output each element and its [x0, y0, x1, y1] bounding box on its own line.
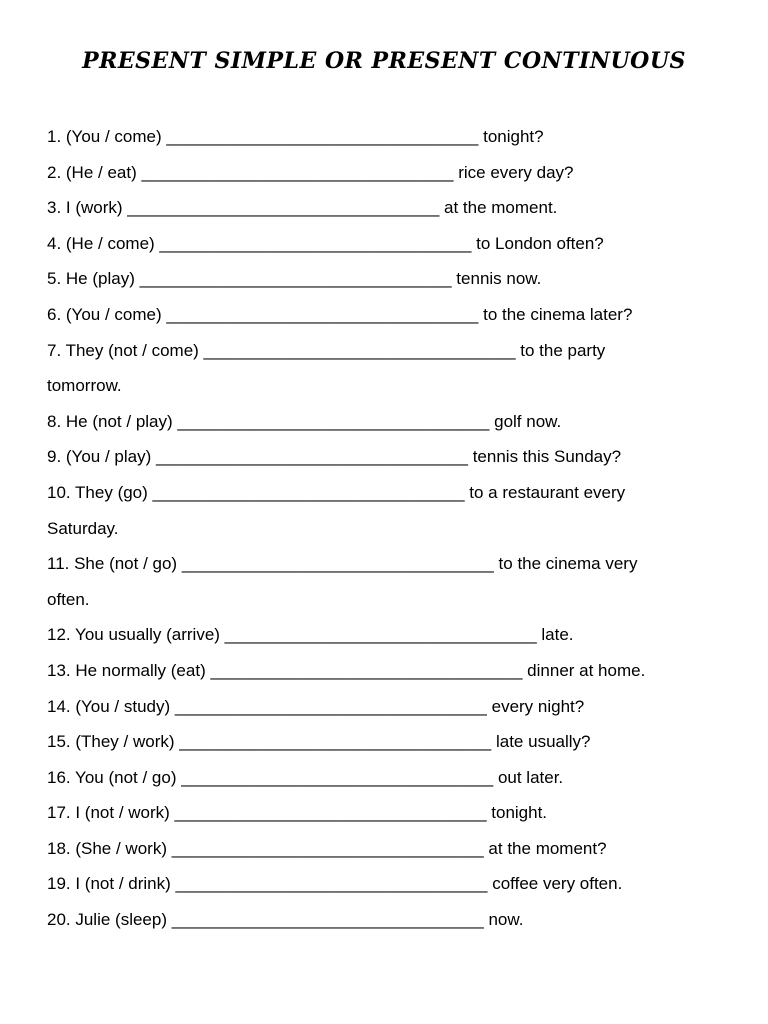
- exercise-line-18: 18. (She / work) _________________________________ at the moment?: [47, 838, 607, 858]
- exercise-line-12: 12. You usually (arrive) _________________________________ late.: [47, 625, 574, 645]
- exercise-line-9: 9. (You / play) _________________________________ tennis this Sunday?: [47, 447, 622, 467]
- exercise-line-13: 13. He normally (eat) _________________________________ dinner at home.: [47, 660, 646, 680]
- exercise-line-19: 19. I (not / drink) _________________________________ coffee very often.: [47, 874, 623, 894]
- exercise-list: [47, 119, 737, 938]
- exercise-line-20: 20. Julie (sleep) _________________________________ now.: [47, 910, 524, 930]
- exercise-line-16: 16. You (not / go) _________________________________ out later.: [47, 767, 564, 787]
- exercise-line-14: 14. (You / study) _________________________________ every night?: [47, 696, 585, 716]
- exercise-line-10-continued: Saturday.: [47, 518, 119, 538]
- exercise-line-4: 4. (He / come) _________________________________ to London often?: [47, 233, 604, 253]
- exercise-line-8: 8. He (not / play) _________________________________ golf now.: [47, 411, 562, 431]
- exercise-line-11-continued: often.: [47, 589, 90, 609]
- exercise-line-5: 5. He (play) _________________________________ tennis now.: [47, 269, 542, 289]
- exercise-line-1: 1. (You / come) _________________________________ tonight?: [47, 127, 544, 146]
- exercise-line-7: 7. They (not / come) _________________________________ to the party: [47, 340, 606, 360]
- exercise-line-17: 17. I (not / work) _________________________________ tonight.: [47, 803, 548, 823]
- exercise-line-11: 11. She (not / go) _________________________________ to the cinema very: [47, 554, 638, 574]
- exercise-line-6: 6. (You / come) _________________________________ to the cinema later?: [47, 304, 633, 324]
- exercise-line-7-continued: tomorrow.: [47, 376, 122, 396]
- page-title: PRESENT SIMPLE OR PRESENT CONTINUOUS: [82, 48, 686, 74]
- exercise-line-10: 10. They (go) _________________________________ to a restaurant every: [47, 482, 626, 502]
- exercise-line-15: 15. (They / work) _________________________________ late usually?: [47, 732, 591, 752]
- exercise-line-3: 3. I (work) _________________________________ at the moment.: [47, 198, 558, 218]
- exercise-line-2: 2. (He / eat) _________________________________ rice every day?: [47, 162, 574, 182]
